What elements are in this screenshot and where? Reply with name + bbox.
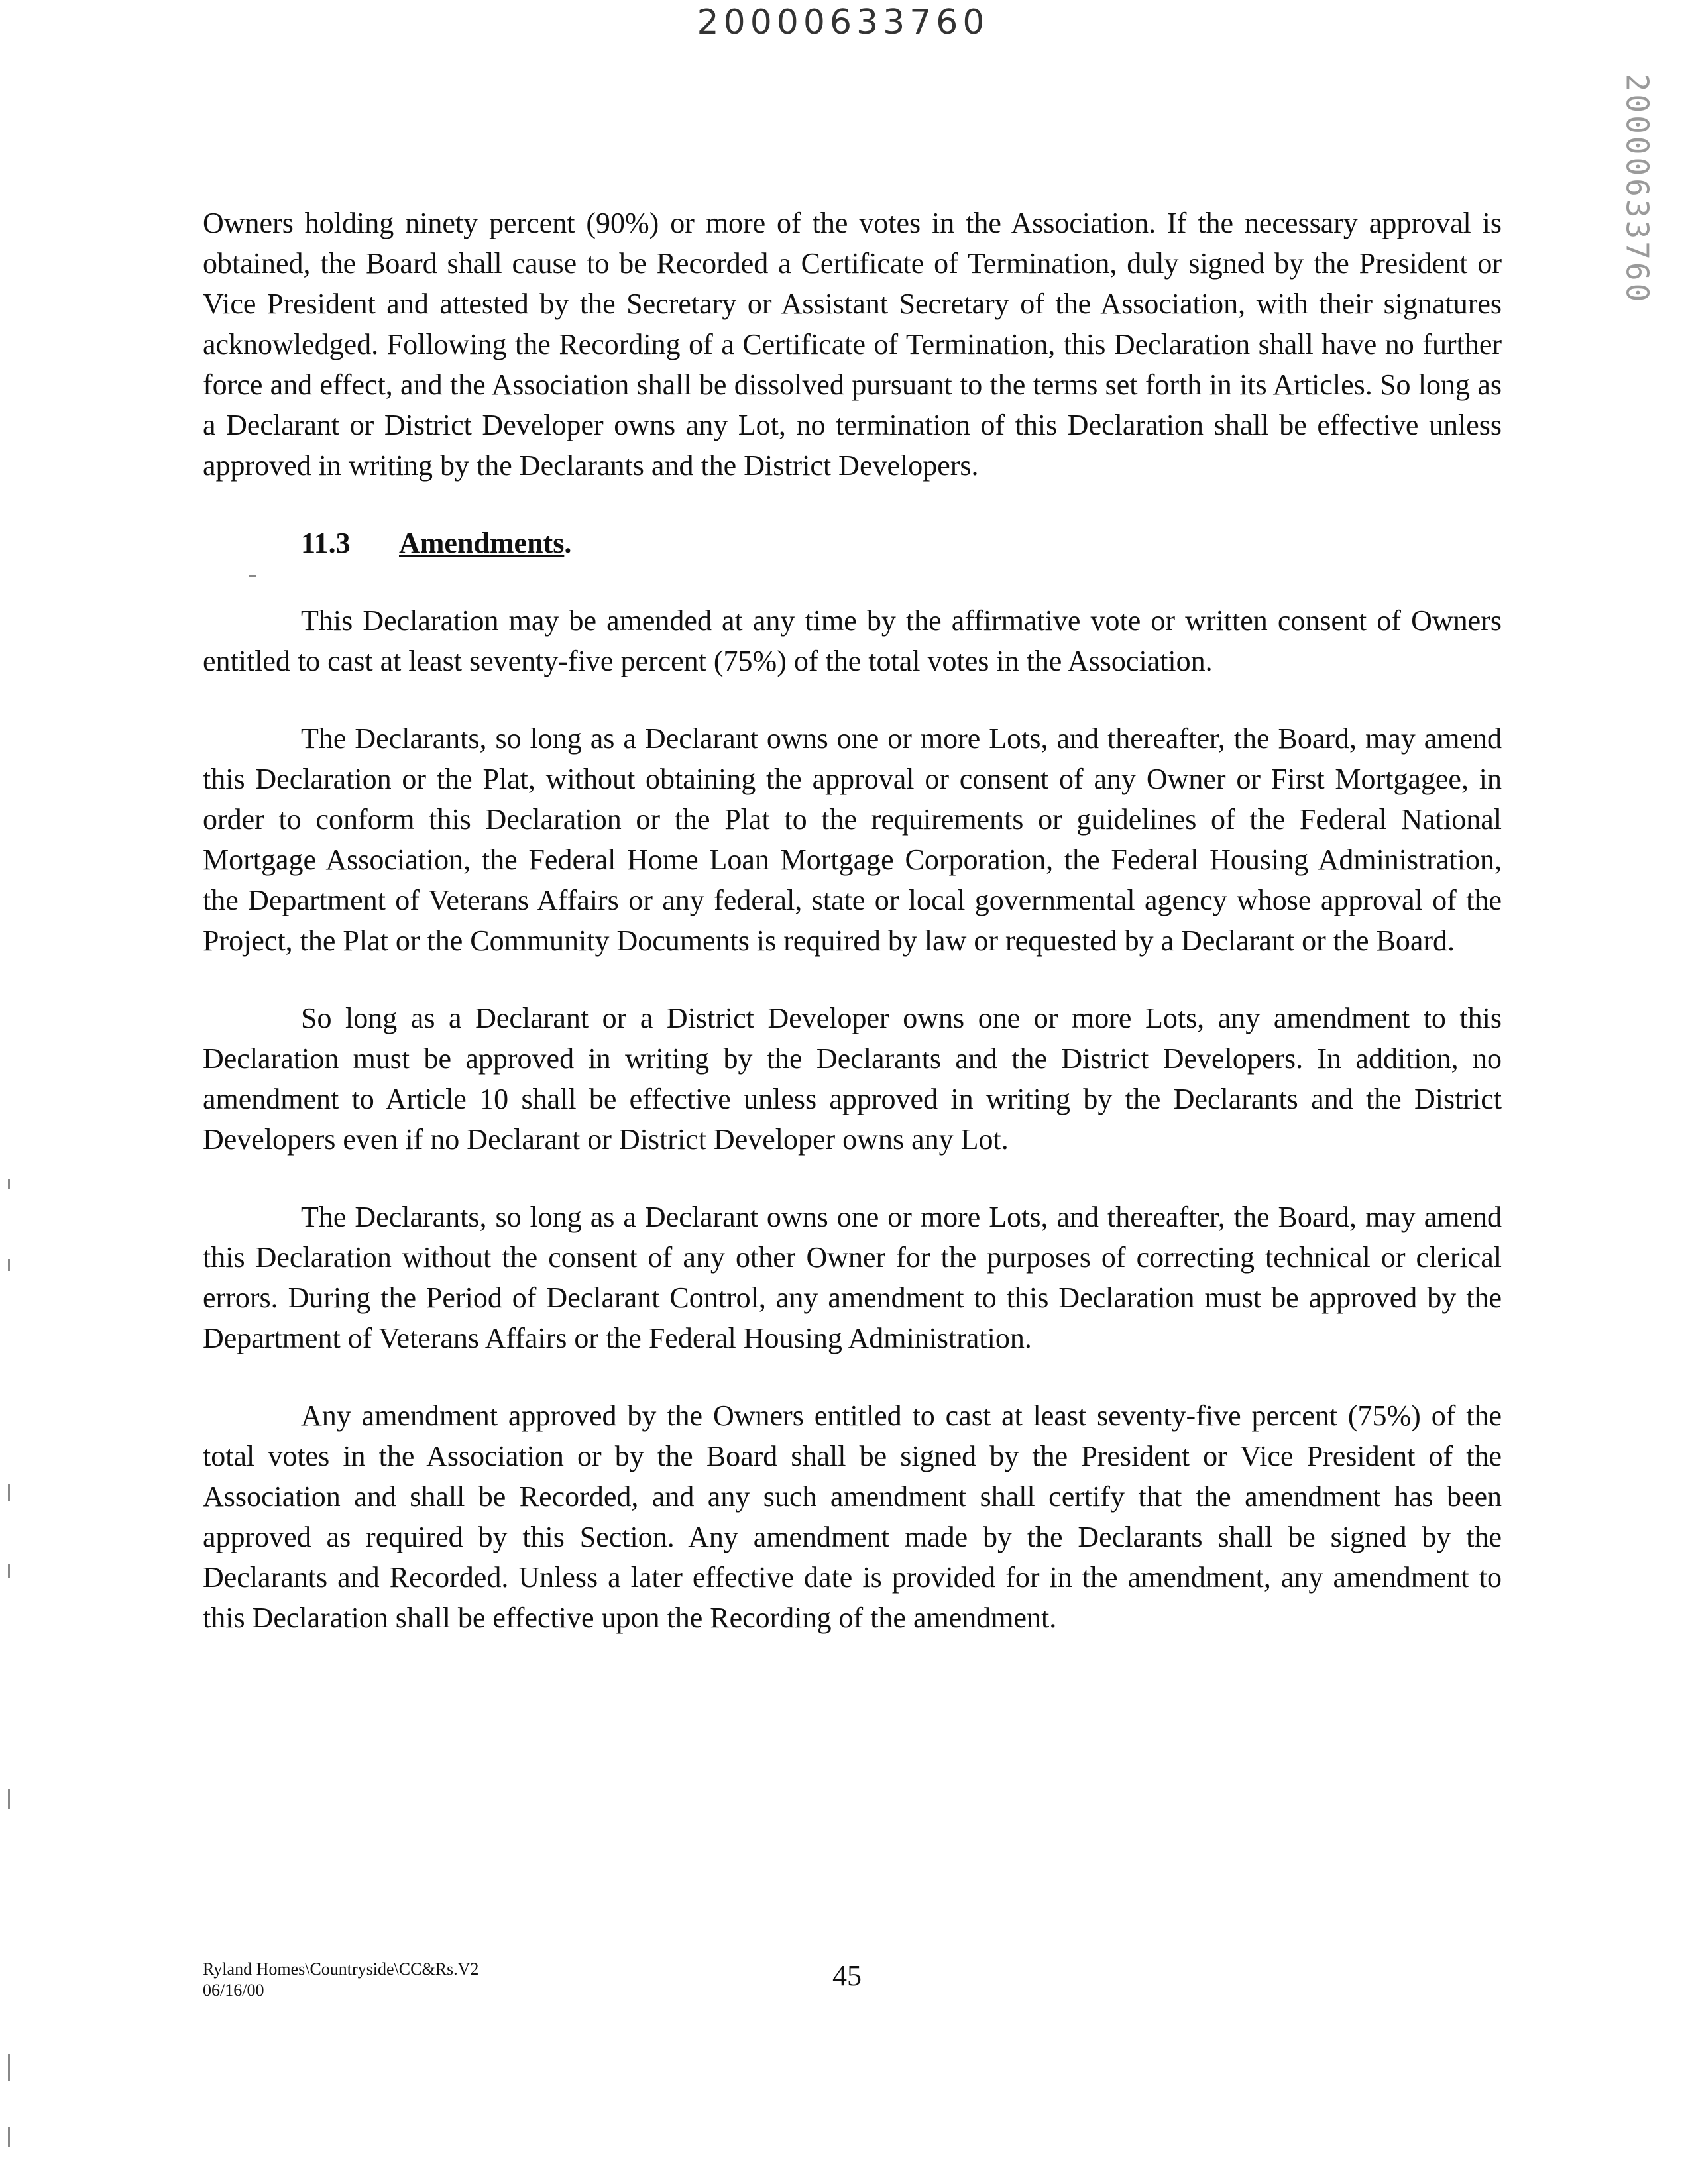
section-title: Amendments — [399, 527, 565, 559]
scan-artifact — [249, 575, 256, 577]
scan-artifact — [8, 1484, 10, 1502]
scan-artifact — [8, 1179, 10, 1189]
scan-artifact — [8, 1259, 10, 1271]
paragraph-5: Any amendment approved by the Owners entitled to cast at least seventy-five percent (75%) of the total votes in the Association or by the Board shall be signed by the President or Vice President of the Association and shall be Recorded, and any such amendment shall certify that the amendment has been approved as required by this Section. Any amendment made by the Declarants shall be signed by the Declarants and Recorded. Unless a later effective date is provided for in the amendment, any amendment to this Declaration shall be effective upon the Recording of the amendment. — [203, 1399, 1502, 1634]
paragraph-3: So long as a Declarant or a District Developer owns one or more Lots, any amendment to this Declaration must be approved in writing by the Declarants and the District Developers. In addition, no amendment to Article 10 shall be effective unless approved in writing by the Declarants and the District Developers even if no Declarant or District Developer owns any Lot. — [203, 1002, 1502, 1156]
scan-artifact — [8, 1564, 10, 1578]
scan-artifact — [8, 2054, 10, 2081]
footer-date: 06/16/00 — [203, 1981, 264, 2000]
footer-file-info — [203, 1959, 478, 2001]
paragraph-4: The Declarants, so long as a Declarant owns one or more Lots, and thereafter, the Board, may amend this Declaration without the consent of any other Owner for the purposes of correcting technical or clerical errors. During the Period of Declarant Control, any amendment to this Declaration must be approved by the Department of Veterans Affairs or the Federal Housing Administration. — [203, 1201, 1502, 1354]
recording-number: 20000633760 — [697, 3, 989, 42]
side-recording-stamp — [1617, 73, 1657, 305]
document-body — [203, 203, 1502, 1638]
side-stamp-text: 20000633760 — [1619, 73, 1656, 305]
paragraph-1: This Declaration may be amended at any time by the affirmative vote or written consent of Owners entitled to cast at least seventy-five percent (75%) of the total votes in the Association. — [203, 604, 1502, 677]
scan-artifact — [8, 2127, 10, 2147]
section-title-suffix: . — [564, 527, 572, 559]
section-heading — [203, 523, 1502, 563]
footer-file-path: Ryland Homes\Countryside\CC&Rs.V2 — [203, 1959, 479, 1979]
continued-paragraph: Owners holding ninety percent (90%) or more of the votes in the Association. If the necessary approval is obtained, the Board shall cause to be Recorded a Certificate of Termination, duly signed by the President or Vice President and attested by the Secretary or Assistant Secretary of the Association, with their signatures acknowledged. Following the Recording of a Certificate of Termination, this Declaration shall have no further force and effect, and the Association shall be dissolved pursuant to the terms set forth in its Articles. So long as a Declarant or District Developer owns any Lot, no termination of this Declaration shall be effective unless approved in writing by the Declarants and the District Developers. — [203, 207, 1502, 482]
section-number: 11.3 — [301, 527, 351, 559]
scan-artifact — [8, 1789, 10, 1809]
paragraph-2: The Declarants, so long as a Declarant owns one or more Lots, and thereafter, the Board, may amend this Declaration or the Plat, without obtaining the approval or consent of any Owner or First Mortgagee, in order to conform this Declaration or the Plat to the requirements or guidelines of the Federal National Mortgage Association, the Federal Home Loan Mortgage Corporation, the Federal Housing Administration, the Department of Veterans Affairs or any federal, state or local governmental agency whose approval of the Project, the Plat or the Community Documents is required by law or requested by a Declarant or the Board. — [203, 722, 1502, 957]
page-number: 45 — [832, 1959, 862, 1992]
